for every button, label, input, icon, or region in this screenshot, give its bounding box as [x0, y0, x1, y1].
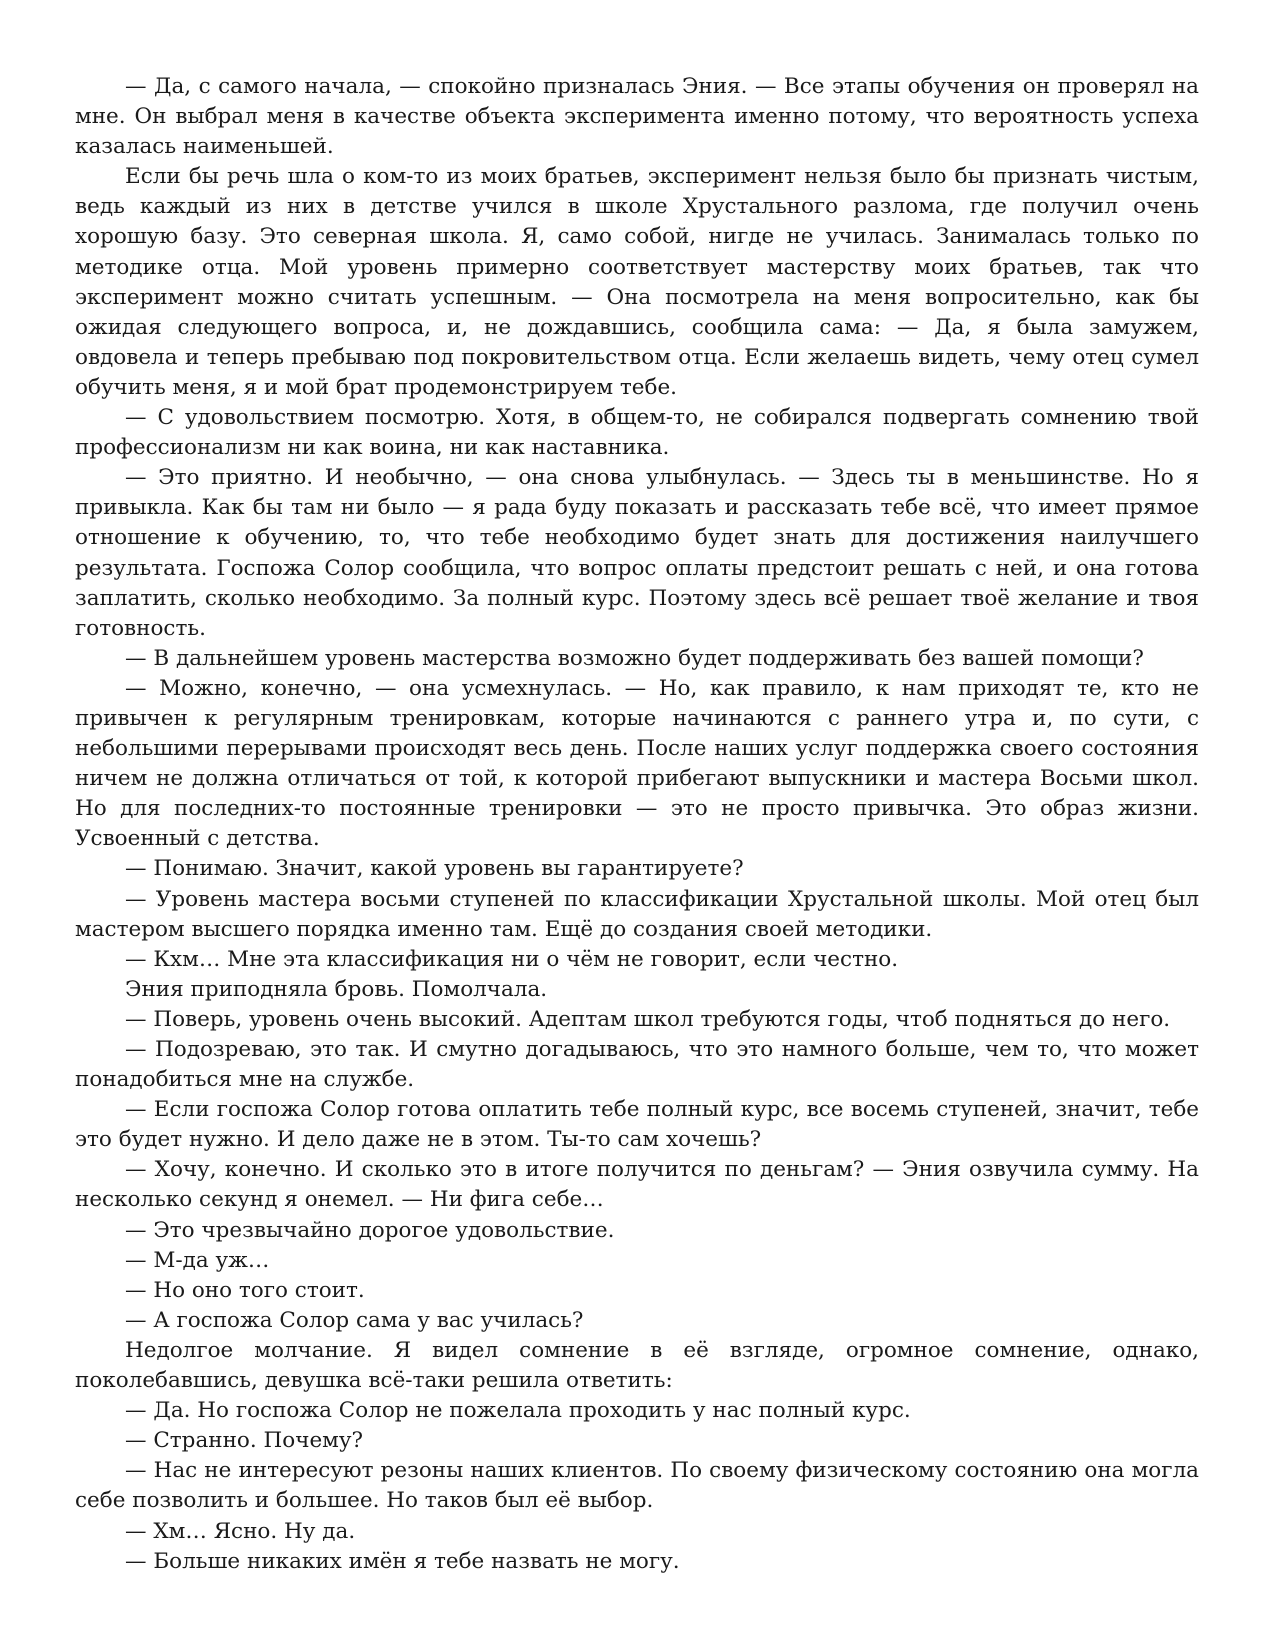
- paragraph: — Кхм… Мне эта классификация ни о чём не говорит, если честно.: [125, 946, 899, 972]
- paragraph: Эния приподняла бровь. Помолчала.: [125, 976, 548, 1002]
- paragraph: Если бы речь шла о ком-то из моих братьев, эксперимент нельзя было бы признать чистым, ведь каждый из них в детстве учился в школе Хрустального разлома, где получил очень хорошую базу. Это северная школа. Я, само собой, нигде не училась. Занималась только по методике отца. Мой уровень примерно соответствует мастерству моих братьев, так что эксперимент можно считать успешным. — Она посмотрела на меня вопросительно, как бы ожидая следующего вопроса, и, не дождавшись, сообщила сама: — Да, я была замужем, овдовела и теперь пребываю под покровительством отца. Если желаешь видеть, чему отец сумел обучить меня, я и мой брат продемонстрируем тебе.: [75, 164, 1199, 400]
- paragraph: — С удовольствием посмотрю. Хотя, в общем-то, не собирался подвергать сомнению твой профессионализм ни как воина, ни как наставника.: [75, 405, 1199, 461]
- page-text: [75, 72, 1199, 1577]
- paragraph: — Это чрезвычайно дорогое удовольствие.: [125, 1217, 615, 1243]
- paragraph: — Да, с самого начала, — спокойно призналась Эния. — Все этапы обучения он проверял на мне. Он выбрал меня в качестве объекта эксперимента именно потому, что вероятность успеха казалась наименьшей.: [75, 74, 1199, 160]
- paragraph: Недолгое молчание. Я видел сомнение в её взгляде, огромное сомнение, однако, поколебавшись, девушка всё-таки решила ответить:: [75, 1337, 1199, 1394]
- paragraph: — Хм… Ясно. Ну да.: [125, 1518, 356, 1544]
- paragraph: — Поверь, уровень очень высокий. Адептам школ требуются годы, чтоб подняться до него.: [125, 1006, 1171, 1032]
- paragraph: — Это приятно. И необычно, — она снова улыбнулась. — Здесь ты в меньшинстве. Но я привыкла. Как бы там ни было — я рада буду показать и рассказать тебе всё, что имеет прямое отношение к обучению, то, что тебе необходимо будет знать для достижения наилучшего результата. Госпожа Солор сообщила, что вопрос оплаты предстоит решать с ней, и она готова заплатить, сколько необходимо. За полный курс. Поэтому здесь всё решает твоё желание и твоя готовность.: [75, 465, 1199, 641]
- paragraph: — Понимаю. Значит, какой уровень вы гарантируете?: [125, 856, 744, 882]
- paragraph: — А госпожа Солор сама у вас училась?: [125, 1307, 584, 1333]
- paragraph: — Но оно того стоит.: [125, 1277, 365, 1303]
- paragraph: — В дальнейшем уровень мастерства возможно будет поддерживать без вашей помощи?: [125, 645, 1144, 671]
- paragraph: — Подозреваю, это так. И смутно догадываюсь, что это намного больше, чем то, что может понадобиться мне на службе.: [75, 1037, 1199, 1093]
- paragraph: — Можно, конечно, — она усмехнулась. — Но, как правило, к нам приходят те, кто не привычен к регулярным тренировкам, которые начинаются с раннего утра и, по сути, с небольшими перерывами происходят весь день. После наших услуг поддержка своего состояния ничем не должна отличаться от той, к которой прибегают выпускники и мастера Восьми школ. Но для последних-то постоянные тренировки — это не просто привычка. Это образ жизни. Усвоенный с детства.: [75, 675, 1199, 852]
- paragraph: — Нас не интересуют резоны наших клиентов. По своему физическому состоянию она могла себе позволить и большее. Но таков был её выбор.: [75, 1458, 1199, 1514]
- paragraph: — Если госпожа Солор готова оплатить тебе полный курс, все восемь ступеней, значит, тебе это будет нужно. И дело даже не в этом. Ты-то сам хочешь?: [75, 1097, 1199, 1153]
- paragraph: — Хочу, конечно. И сколько это в итоге получится по деньгам? — Эния озвучила сумму. На несколько секунд я онемел. — Ни фига себе…: [75, 1157, 1199, 1213]
- paragraph: — Странно. Почему?: [125, 1428, 364, 1454]
- paragraph: — М-да уж…: [125, 1247, 270, 1273]
- paragraph: — Да. Но госпожа Солор не пожелала проходить у нас полный курс.: [125, 1398, 911, 1424]
- paragraph: — Больше никаких имён я тебе назвать не могу.: [125, 1548, 680, 1574]
- paragraph: — Уровень мастера восьми ступеней по классификации Хрустальной школы. Мой отец был мастером высшего порядка именно там. Ещё до создания своей методики.: [75, 886, 1199, 942]
